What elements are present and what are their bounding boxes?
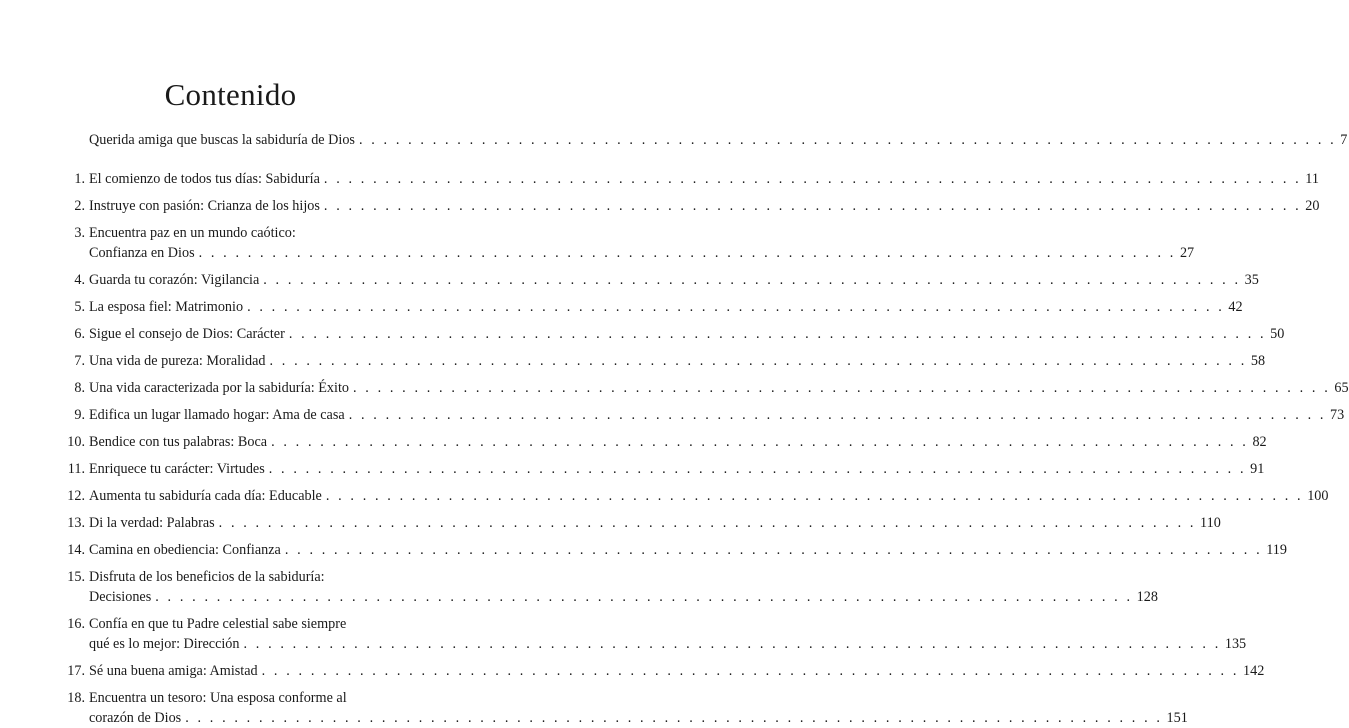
dot-leader: . . . . . . . . . . . . . . . . . . . . . . . . . . . . . . . . . . . . . . . . . . . . . . . . . . . . . . . . . . . . . . . . . . . . . . . . . . . . . . . . — [288, 326, 1267, 342]
toc-entry-line — [62, 130, 1348, 150]
dot-leader: . . . . . . . . . . . . . . . . . . . . . . . . . . . . . . . . . . . . . . . . . . . . . . . . . . . . . . . . . . . . . . . . . . . . . . . . . . . . . . . . — [323, 198, 1302, 214]
toc-entry-line — [62, 432, 1267, 452]
toc-entry-line — [62, 351, 1266, 371]
chapter-number: 8. — [74, 380, 85, 396]
chapter-title: La esposa fiel: Matrimonio — [89, 299, 244, 315]
chapter-number: 2. — [74, 198, 85, 214]
dot-leader: . . . . . . . . . . . . . . . . . . . . . . . . . . . . . . . . . . . . . . . . . . . . . . . . . . . . . . . . . . . . . . . . . . . . . . . . . . . . . . . . — [185, 710, 1163, 726]
toc-entry-line — [62, 196, 1320, 216]
chapter-title: Encuentra paz en un mundo caótico: — [89, 225, 296, 241]
chapter-title: Sigue el consejo de Dios: Carácter — [89, 326, 285, 342]
toc-entry-line — [62, 587, 1158, 607]
page-title: Contenido — [164, 76, 297, 112]
chapter-title: Encuentra un tesoro: Una esposa conforme al — [89, 690, 347, 706]
chapter-title: Camina en obediencia: Confianza — [89, 542, 281, 558]
page-number: 65 — [1334, 380, 1349, 396]
page-number: 128 — [1136, 589, 1158, 605]
toc-entry[interactable] — [62, 486, 1329, 506]
chapter-title: Una vida caracterizada por la sabiduría: Éxito — [89, 380, 349, 396]
page-number: 73 — [1330, 407, 1345, 423]
toc-entry[interactable] — [62, 513, 1221, 533]
dot-leader: . . . . . . . . . . . . . . . . . . . . . . . . . . . . . . . . . . . . . . . . . . . . . . . . . . . . . . . . . . . . . . . . . . . . . . . . . . . . . . . . — [284, 542, 1263, 558]
chapter-title: Decisiones — [89, 589, 152, 605]
chapter-number: 1. — [74, 171, 85, 187]
chapter-title: Querida amiga que buscas la sabiduría de Dios — [89, 132, 355, 148]
page-number: 151 — [1166, 710, 1188, 726]
toc-entry-line — [62, 270, 1259, 290]
page-number: 58 — [1250, 353, 1266, 369]
page-number: 82 — [1252, 434, 1267, 450]
page-number: 35 — [1244, 272, 1259, 288]
toc-entry[interactable] — [62, 297, 1243, 317]
dot-leader: . . . . . . . . . . . . . . . . . . . . . . . . . . . . . . . . . . . . . . . . . . . . . . . . . . . . . . . . . . . . . . . . . . . . . . . . . . . . . . . . — [269, 353, 1247, 369]
toc-entry-line — [62, 223, 421, 243]
toc-entry-line — [62, 634, 1247, 654]
dot-leader: . . . . . . . . . . . . . . . . . . . . . . . . . . . . . . . . . . . . . . . . . . . . . . . . . . . . . . . . . . . . . . . . . . . . . . . . . . . . . . . . — [198, 245, 1176, 261]
toc-entry[interactable] — [62, 688, 1188, 728]
dot-leader: . . . . . . . . . . . . . . . . . . . . . . . . . . . . . . . . . . . . . . . . . . . . . . . . . . . . . . . . . . . . . . . . . . . . . . . . . . . . . . . . — [271, 434, 1249, 450]
chapter-number: 10. — [67, 434, 85, 450]
chapter-number: 15. — [67, 569, 85, 585]
dot-leader: . . . . . . . . . . . . . . . . . . . . . . . . . . . . . . . . . . . . . . . . . . . . . . . . . . . . . . . . . . . . . . . . . . . . . . . . . . . . . . . . — [218, 515, 1197, 531]
toc-entry-line — [62, 459, 1265, 479]
toc-entry-line — [62, 297, 1243, 317]
toc-entry[interactable] — [62, 196, 1320, 216]
toc-entry-line — [62, 378, 1349, 398]
toc-entry[interactable] — [62, 614, 1247, 654]
chapter-title: Enriquece tu carácter: Virtudes — [89, 461, 265, 477]
chapter-title: Di la verdad: Palabras — [89, 515, 215, 531]
dot-leader: . . . . . . . . . . . . . . . . . . . . . . . . . . . . . . . . . . . . . . . . . . . . . . . . . . . . . . . . . . . . . . . . . . . . . . . . . . . . . . . . — [263, 272, 1241, 288]
chapter-number: 11. — [67, 461, 85, 477]
chapter-title: Disfruta de los beneficios de la sabiduría: — [89, 569, 325, 585]
dot-leader: . . . . . . . . . . . . . . . . . . . . . . . . . . . . . . . . . . . . . . . . . . . . . . . . . . . . . . . . . . . . . . . . . . . . . . . . . . . . . . . . — [155, 589, 1133, 605]
toc-entry[interactable] — [62, 324, 1285, 344]
toc-entry-line — [62, 661, 1265, 681]
toc-entry-line — [62, 513, 1221, 533]
table-of-contents — [62, 130, 1349, 728]
toc-entry-line — [62, 614, 421, 634]
chapter-title: Guarda tu corazón: Vigilancia — [89, 272, 260, 288]
toc-entry-line — [62, 567, 421, 587]
chapter-title: Edifica un lugar llamado hogar: Ama de casa — [89, 407, 345, 423]
page-number: 50 — [1270, 326, 1285, 342]
dot-leader: . . . . . . . . . . . . . . . . . . . . . . . . . . . . . . . . . . . . . . . . . . . . . . . . . . . . . . . . . . . . . . . . . . . . . . . . . . . . . . . . — [358, 132, 1337, 148]
chapter-title: Confianza en Dios — [89, 245, 195, 261]
chapter-title: Instruye con pasión: Crianza de los hijos — [89, 198, 320, 214]
page-number: 119 — [1266, 542, 1287, 558]
toc-entry-line — [62, 486, 1329, 506]
toc-entry[interactable] — [62, 351, 1266, 371]
chapter-number: 4. — [74, 272, 85, 288]
chapter-number: 3. — [74, 225, 85, 241]
toc-entry-line — [62, 688, 421, 708]
toc-entry-line — [62, 540, 1287, 560]
toc-entry[interactable] — [62, 378, 1349, 398]
page-number: 27 — [1179, 245, 1195, 261]
toc-entry-line — [62, 324, 1285, 344]
chapter-title: Una vida de pureza: Moralidad — [89, 353, 266, 369]
dot-leader: . . . . . . . . . . . . . . . . . . . . . . . . . . . . . . . . . . . . . . . . . . . . . . . . . . . . . . . . . . . . . . . . . . . . . . . . . . . . . . . . — [325, 488, 1304, 504]
chapter-title: Bendice con tus palabras: Boca — [89, 434, 268, 450]
page-number: 100 — [1307, 488, 1329, 504]
toc-entry-line — [62, 243, 1195, 263]
page-number: 135 — [1224, 636, 1247, 652]
chapter-number: 12. — [67, 488, 85, 504]
chapter-number: 13. — [67, 515, 85, 531]
page-number: 91 — [1250, 461, 1265, 477]
page-number: 142 — [1243, 663, 1265, 679]
chapter-number: 5. — [74, 299, 85, 315]
dot-leader: . . . . . . . . . . . . . . . . . . . . . . . . . . . . . . . . . . . . . . . . . . . . . . . . . . . . . . . . . . . . . . . . . . . . . . . . . . . . . . . . — [352, 380, 1331, 396]
toc-entry[interactable] — [62, 661, 1265, 681]
chapter-title: corazón de Dios — [89, 710, 182, 726]
dot-leader: . . . . . . . . . . . . . . . . . . . . . . . . . . . . . . . . . . . . . . . . . . . . . . . . . . . . . . . . . . . . . . . . . . . . . . . . . . . . . . . . — [247, 299, 1225, 315]
toc-entry[interactable] — [62, 405, 1345, 425]
dot-leader: . . . . . . . . . . . . . . . . . . . . . . . . . . . . . . . . . . . . . . . . . . . . . . . . . . . . . . . . . . . . . . . . . . . . . . . . . . . . . . . . — [348, 407, 1327, 423]
page-number: 20 — [1305, 198, 1320, 214]
chapter-number: 6. — [74, 326, 85, 342]
chapter-title: El comienzo de todos tus días: Sabiduría — [89, 171, 320, 187]
toc-entry-line — [62, 708, 1188, 728]
toc-entry[interactable] — [62, 130, 1348, 150]
chapter-number: 16. — [67, 616, 85, 632]
toc-entry[interactable] — [62, 540, 1287, 560]
toc-entry-line — [62, 169, 1319, 189]
dot-leader: . . . . . . . . . . . . . . . . . . . . . . . . . . . . . . . . . . . . . . . . . . . . . . . . . . . . . . . . . . . . . . . . . . . . . . . . . . . . . . . . — [323, 171, 1302, 187]
toc-entry[interactable] — [62, 270, 1259, 290]
toc-entry[interactable] — [62, 223, 1195, 263]
page-number: 42 — [1228, 299, 1243, 315]
dot-leader: . . . . . . . . . . . . . . . . . . . . . . . . . . . . . . . . . . . . . . . . . . . . . . . . . . . . . . . . . . . . . . . . . . . . . . . . . . . . . . . . — [261, 663, 1239, 679]
toc-entry-line — [62, 405, 1345, 425]
dot-leader: . . . . . . . . . . . . . . . . . . . . . . . . . . . . . . . . . . . . . . . . . . . . . . . . . . . . . . . . . . . . . . . . . . . . . . . . . . . . . . . . — [268, 461, 1247, 477]
chapter-number: 18. — [67, 690, 85, 706]
chapter-number: 9. — [74, 407, 85, 423]
chapter-title: Confía en que tu Padre celestial sabe siempre — [89, 616, 347, 632]
page-number: 110 — [1200, 515, 1221, 531]
chapter-number: 7. — [74, 353, 85, 369]
chapter-title: qué es lo mejor: Dirección — [89, 636, 240, 652]
toc-entry[interactable] — [62, 169, 1319, 189]
chapter-number: 17. — [67, 663, 85, 679]
chapter-title: Sé una buena amiga: Amistad — [89, 663, 258, 679]
page-number: 11 — [1305, 171, 1319, 187]
toc-entry[interactable] — [62, 459, 1265, 479]
chapter-title: Aumenta tu sabiduría cada día: Educable — [89, 488, 322, 504]
toc-entry[interactable] — [62, 432, 1267, 452]
page-number: 7 — [1340, 132, 1348, 148]
toc-entry[interactable] — [62, 567, 1158, 607]
dot-leader: . . . . . . . . . . . . . . . . . . . . . . . . . . . . . . . . . . . . . . . . . . . . . . . . . . . . . . . . . . . . . . . . . . . . . . . . . . . . . . . . — [243, 636, 1221, 652]
chapter-number: 14. — [67, 542, 85, 558]
